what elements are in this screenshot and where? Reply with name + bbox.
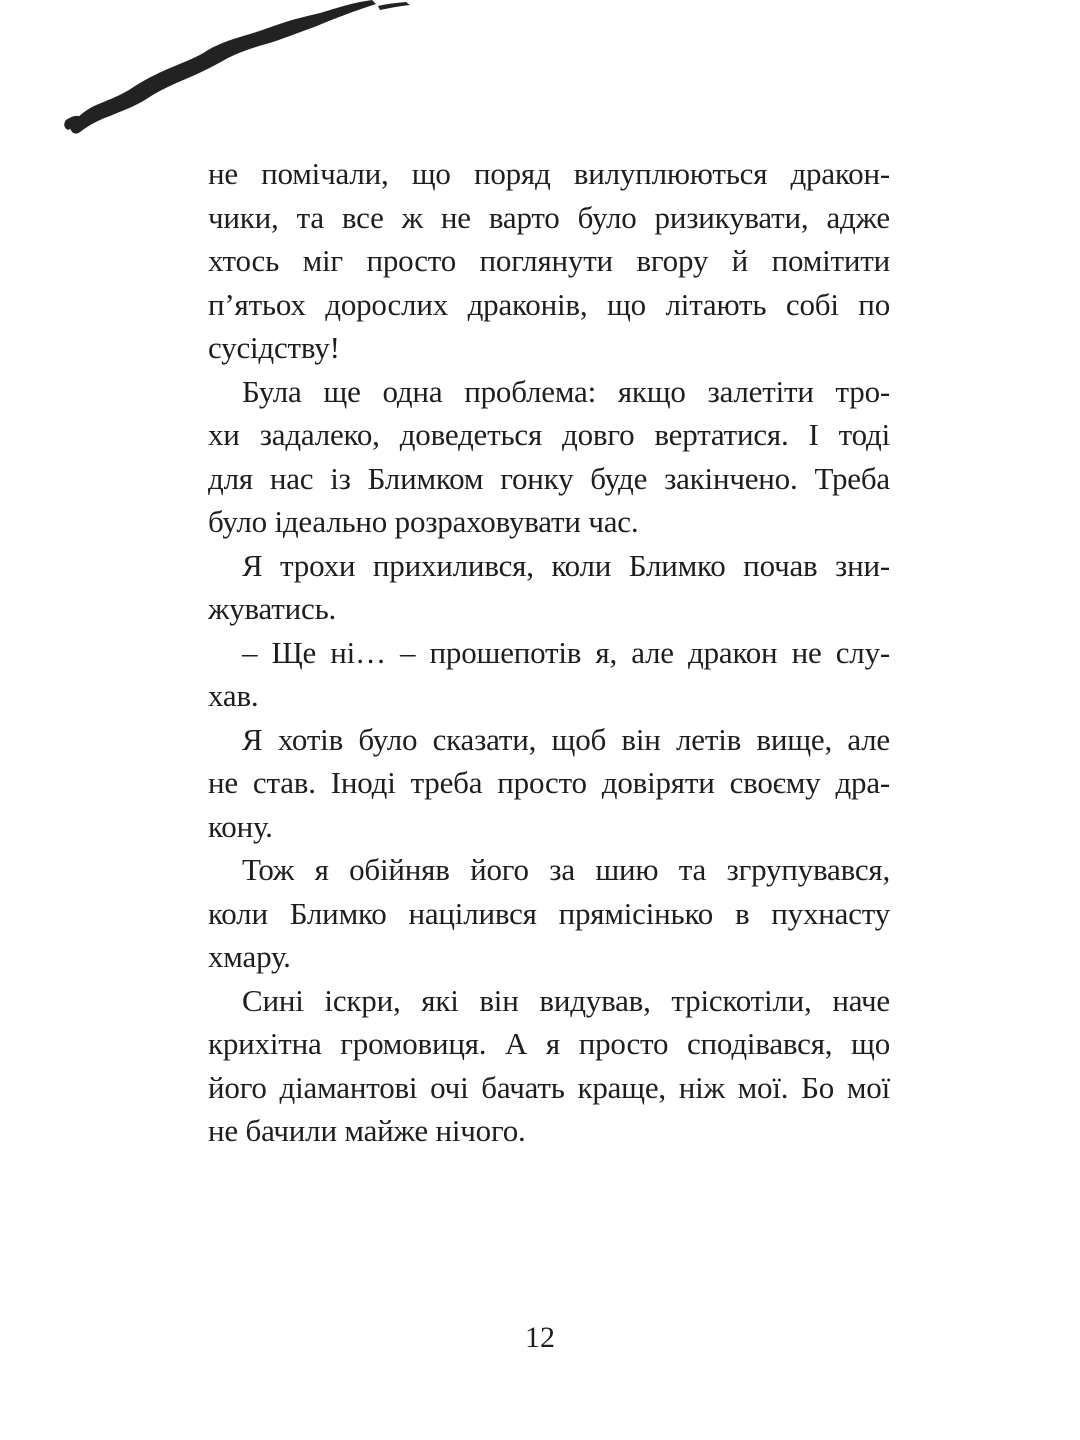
text-line-17: Тож я обійняв його за шию та згрупувався,	[242, 852, 890, 887]
text-line-4: п’ятьох дорослих драконів, що літають собі по	[208, 286, 890, 322]
text-line-20: Сині іскри, які він видував, тріскотіли, наче	[242, 982, 890, 1018]
text-line-6: Була ще одна проблема: якщо залетіти тро-	[242, 373, 890, 409]
text-line-8: для нас із Блимком гонку буде закінчено. Треба	[208, 460, 890, 496]
text-line-13: хав.	[208, 678, 259, 713]
text-line-15: не став. Іноді треба просто довіряти своєму дра-	[208, 765, 890, 800]
text-line-22: його діамантові очі бачать краще, ніж мої. Бо мої	[208, 1069, 890, 1105]
text-line-5: сусідству!	[208, 330, 340, 365]
text-line-14: Я хотів було сказати, щоб він летів вище, але	[242, 721, 890, 757]
page-number: 12	[525, 1321, 555, 1354]
text-line-19: хмару.	[208, 939, 291, 974]
text-line-9: було ідеально розраховувати час.	[208, 504, 639, 539]
text-line-2: чики, та все ж не варто було ризикувати, адже	[208, 199, 890, 235]
text-line-1: не помічали, що поряд вилуплюються дракон-	[208, 156, 890, 191]
text-line-12: – Ще ні… – прошепотів я, але дракон не слу-	[242, 634, 890, 670]
text-line-3: хтось міг просто поглянути вгору й помітити	[208, 243, 890, 278]
brush-stroke-decoration	[60, 0, 440, 140]
body-text	[208, 152, 890, 1153]
text-line-23: не бачили майже нічого.	[208, 1113, 526, 1148]
text-line-7: хи задалеко, доведеться довго вертатися. І тоді	[208, 417, 890, 452]
text-line-18: коли Блимко націлився прямісінько в пухнасту	[208, 895, 890, 931]
text-line-11: жуватись.	[208, 591, 337, 626]
text-line-16: кону.	[208, 808, 273, 844]
text-line-10: Я трохи прихилився, коли Блимко почав зни-	[242, 547, 890, 583]
text-line-21: крихітна громовиця. А я просто сподівався, що	[208, 1026, 890, 1061]
